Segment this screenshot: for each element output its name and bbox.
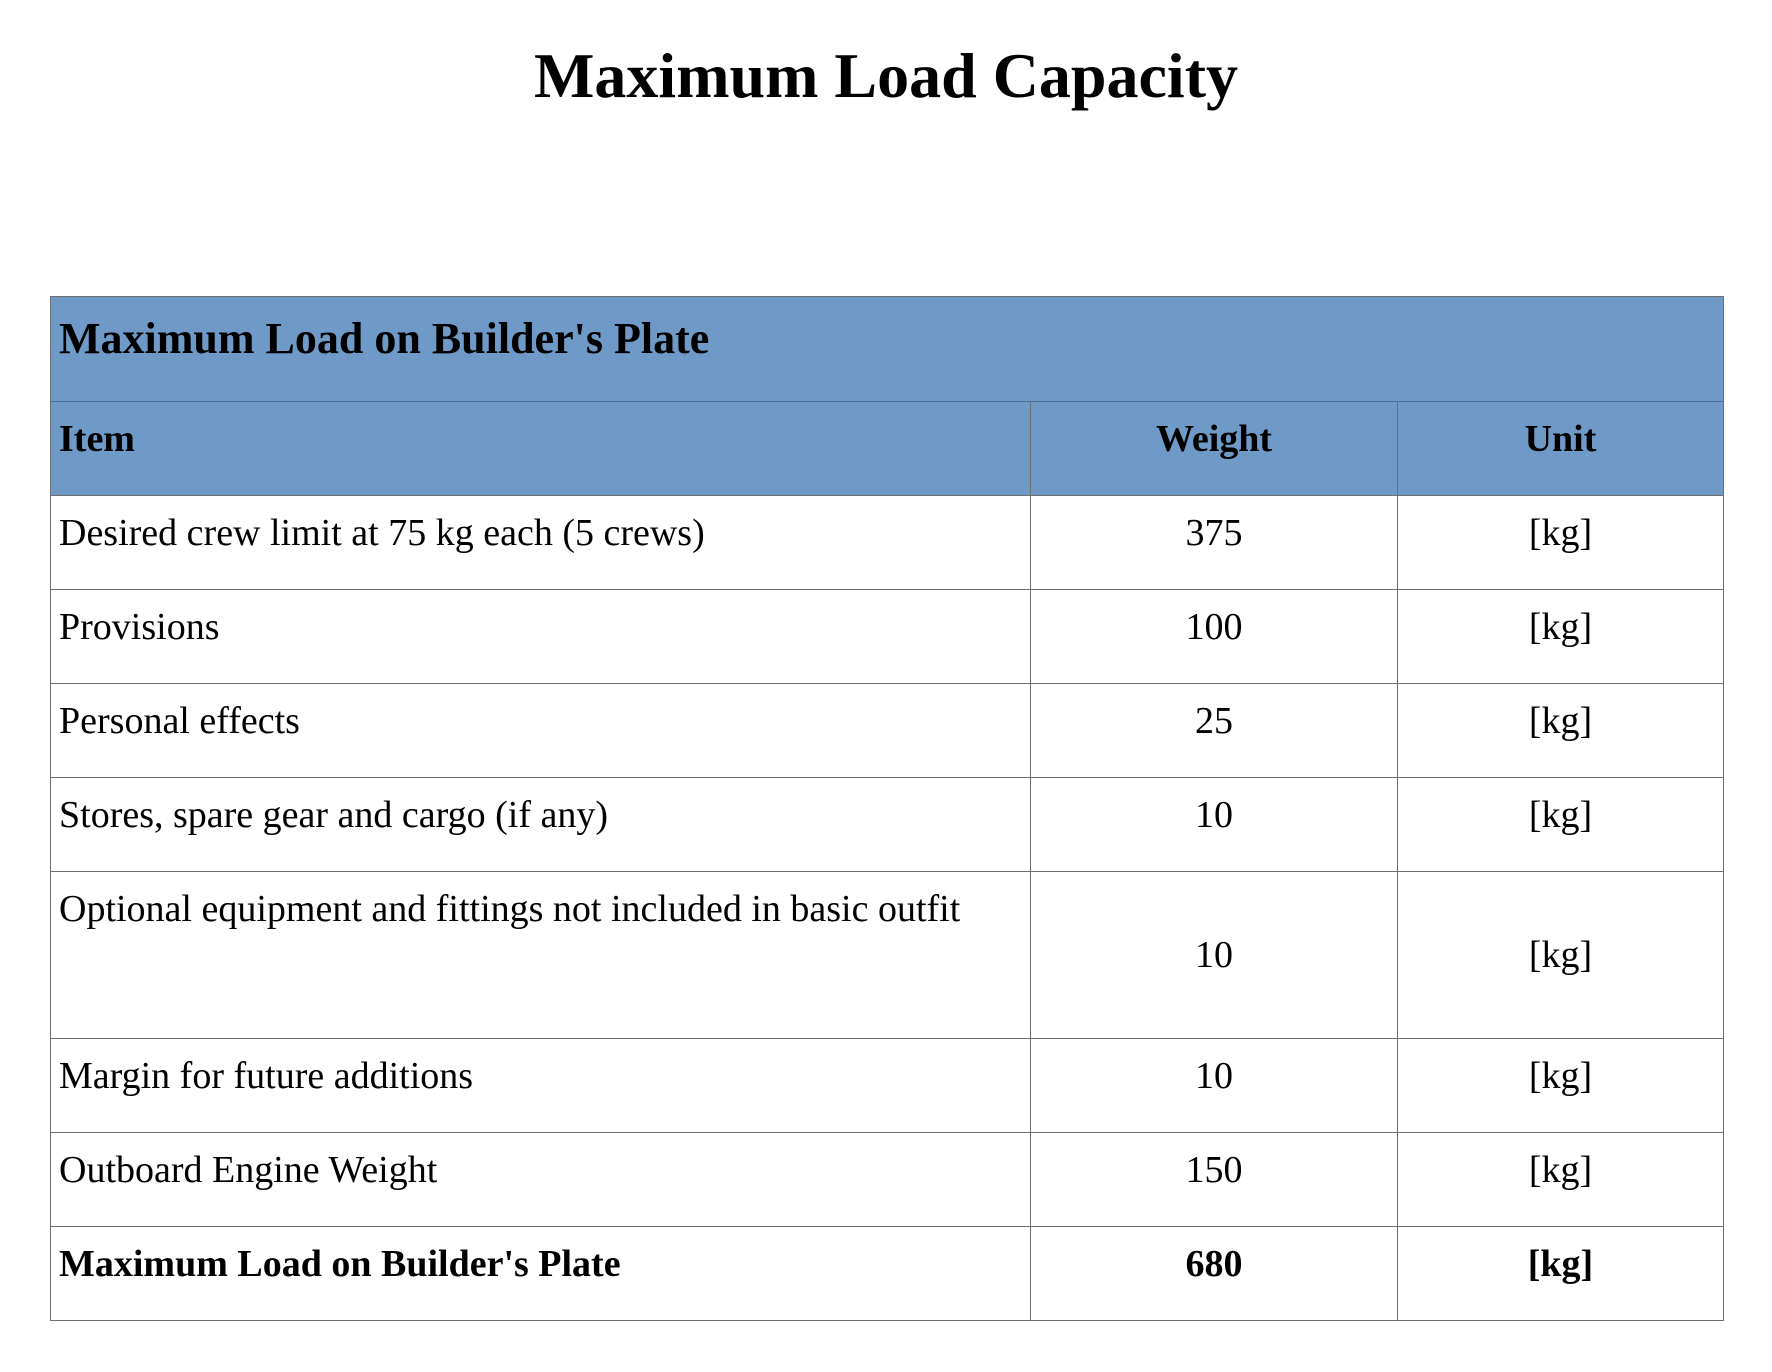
table-row — [51, 1039, 1724, 1133]
total-label: Maximum Load on Builder's Plate — [51, 1227, 1031, 1321]
total-unit: [kg] — [1398, 1227, 1724, 1321]
cell-unit: [kg] — [1398, 1039, 1724, 1133]
total-weight: 680 — [1031, 1227, 1398, 1321]
table-caption: Maximum Load on Builder's Plate — [51, 297, 1724, 402]
total-row — [51, 1227, 1724, 1321]
table-caption-row — [51, 297, 1724, 402]
table-row — [51, 496, 1724, 590]
cell-item: Outboard Engine Weight — [51, 1133, 1031, 1227]
cell-item: Provisions — [51, 590, 1031, 684]
cell-weight: 10 — [1031, 872, 1398, 1039]
column-header-unit: Unit — [1398, 402, 1724, 496]
cell-item: Personal effects — [51, 684, 1031, 778]
cell-item: Margin for future additions — [51, 1039, 1031, 1133]
cell-weight: 25 — [1031, 684, 1398, 778]
column-header-item: Item — [51, 402, 1031, 496]
table-row — [51, 872, 1724, 1039]
cell-weight: 150 — [1031, 1133, 1398, 1227]
cell-item: Stores, spare gear and cargo (if any) — [51, 778, 1031, 872]
page-title: Maximum Load Capacity — [534, 40, 1238, 111]
column-header-weight: Weight — [1031, 402, 1398, 496]
cell-weight: 100 — [1031, 590, 1398, 684]
table-header-row — [51, 402, 1724, 496]
load-capacity-table — [50, 296, 1724, 1321]
table-row — [51, 1133, 1724, 1227]
cell-item: Optional equipment and fittings not included in basic outfit — [51, 872, 1031, 1039]
cell-weight: 375 — [1031, 496, 1398, 590]
cell-weight: 10 — [1031, 778, 1398, 872]
cell-unit: [kg] — [1398, 872, 1724, 1039]
cell-weight: 10 — [1031, 1039, 1398, 1133]
cell-unit: [kg] — [1398, 590, 1724, 684]
table-row — [51, 590, 1724, 684]
cell-unit: [kg] — [1398, 496, 1724, 590]
cell-unit: [kg] — [1398, 684, 1724, 778]
table-row — [51, 778, 1724, 872]
cell-unit: [kg] — [1398, 1133, 1724, 1227]
cell-item: Desired crew limit at 75 kg each (5 crews) — [51, 496, 1031, 590]
cell-unit: [kg] — [1398, 778, 1724, 872]
table-row — [51, 684, 1724, 778]
